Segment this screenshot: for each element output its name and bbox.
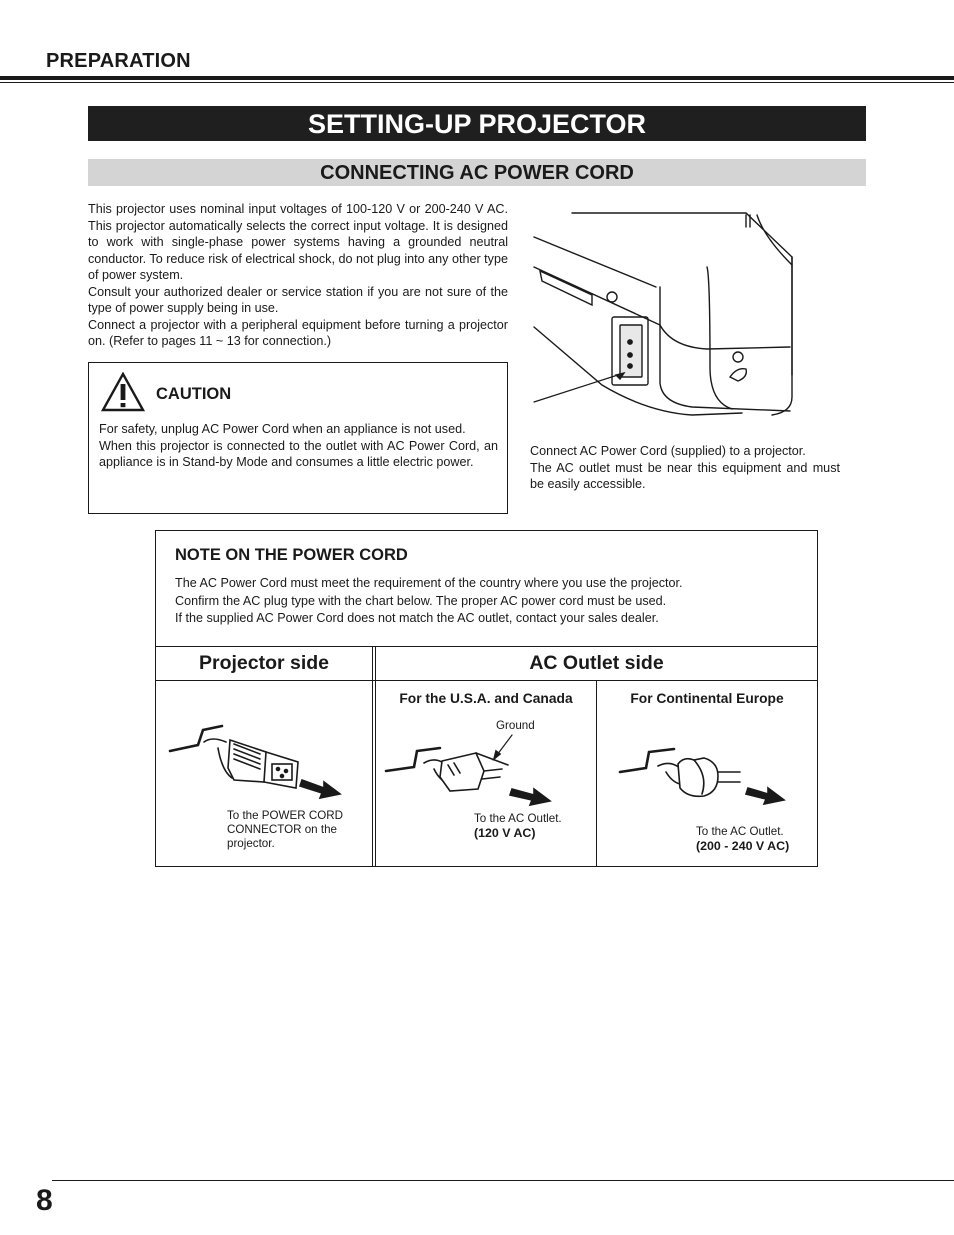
column-divider — [596, 680, 597, 866]
intro-paragraph: This projector uses nominal input voltages of 100-120 V or 200-240 V AC. This projector automatically selects the correct input voltage. It is designed to work with single-phase power systems having a grounded neutral conductor. To reduce risk of electrical shock, do not plug into any other type of power system. — [88, 202, 508, 282]
ground-label: Ground — [496, 719, 535, 732]
table-header-rule — [156, 680, 817, 681]
section-subtitle: CONNECTING AC POWER CORD — [88, 159, 866, 186]
intro-paragraph: Consult your authorized dealer or service station if you are not sure of the type of power supply being in use. — [88, 284, 508, 315]
projector-illustration — [532, 207, 812, 437]
caption-line: projector. — [227, 837, 275, 850]
caption-line: To the POWER CORD — [227, 809, 343, 822]
europe-voltage: (200 - 240 V AC) — [696, 839, 790, 853]
projector-caption-line: The AC outlet must be near this equipment and must be easily accessible. — [530, 460, 840, 491]
projector-connector-plug-icon — [168, 716, 360, 806]
caption-line: To the AC Outlet. — [696, 825, 784, 838]
header-rule-thin — [0, 82, 954, 83]
footer-rule — [52, 1180, 954, 1181]
caution-paragraph: For safety, unplug AC Power Cord when an appliance is not used. — [99, 422, 466, 436]
usa-outlet-caption — [474, 812, 562, 840]
europe-heading: For Continental Europe — [630, 691, 784, 706]
warning-triangle-icon — [101, 372, 145, 412]
caution-box — [88, 362, 508, 514]
note-text — [175, 575, 795, 628]
projector-side-heading: Projector side — [198, 652, 330, 674]
usa-voltage: (120 V AC) — [474, 826, 536, 840]
europe-plug-icon — [618, 736, 808, 816]
caution-text — [99, 421, 498, 471]
note-line: Confirm the AC plug type with the chart below. The proper AC power cord must be used. — [175, 593, 667, 608]
caution-paragraph: When this projector is connected to the outlet with AC Power Cord, an appliance is in Stand-by Mode and consumes a little electric power. — [99, 438, 498, 469]
projector-connector-caption — [227, 809, 343, 851]
caption-line: To the AC Outlet. — [474, 812, 562, 825]
caption-line: CONNECTOR on the — [227, 823, 337, 836]
note-line: The AC Power Cord must meet the requirement of the country where you use the projector. — [175, 576, 683, 590]
header-rule-thick — [0, 76, 954, 80]
intro-text — [88, 201, 508, 350]
usa-canada-heading: For the U.S.A. and Canada — [399, 691, 573, 706]
outlet-side-heading: AC Outlet side — [529, 652, 664, 674]
page-title: SETTING-UP PROJECTOR — [88, 106, 866, 141]
projector-caption — [530, 443, 840, 493]
column-divider — [372, 646, 373, 866]
power-cord-note-box — [155, 530, 818, 867]
note-line: If the supplied AC Power Cord does not match the AC outlet, contact your sales dealer. — [175, 611, 659, 626]
intro-paragraph: Connect a projector with a peripheral equipment before turning a projector on. (Refer to pages 11 ~ 13 for connection.) — [88, 317, 508, 348]
usa-plug-icon — [384, 731, 590, 811]
europe-outlet-caption — [696, 825, 789, 853]
column-divider — [375, 646, 376, 866]
note-title: NOTE ON THE POWER CORD — [175, 546, 408, 564]
section-label: PREPARATION — [46, 50, 191, 72]
page-number: 8 — [36, 1184, 53, 1217]
table-top-rule — [156, 646, 817, 647]
projector-caption-line: Connect AC Power Cord (supplied) to a projector. — [530, 444, 806, 458]
caution-title: CAUTION — [156, 385, 232, 403]
